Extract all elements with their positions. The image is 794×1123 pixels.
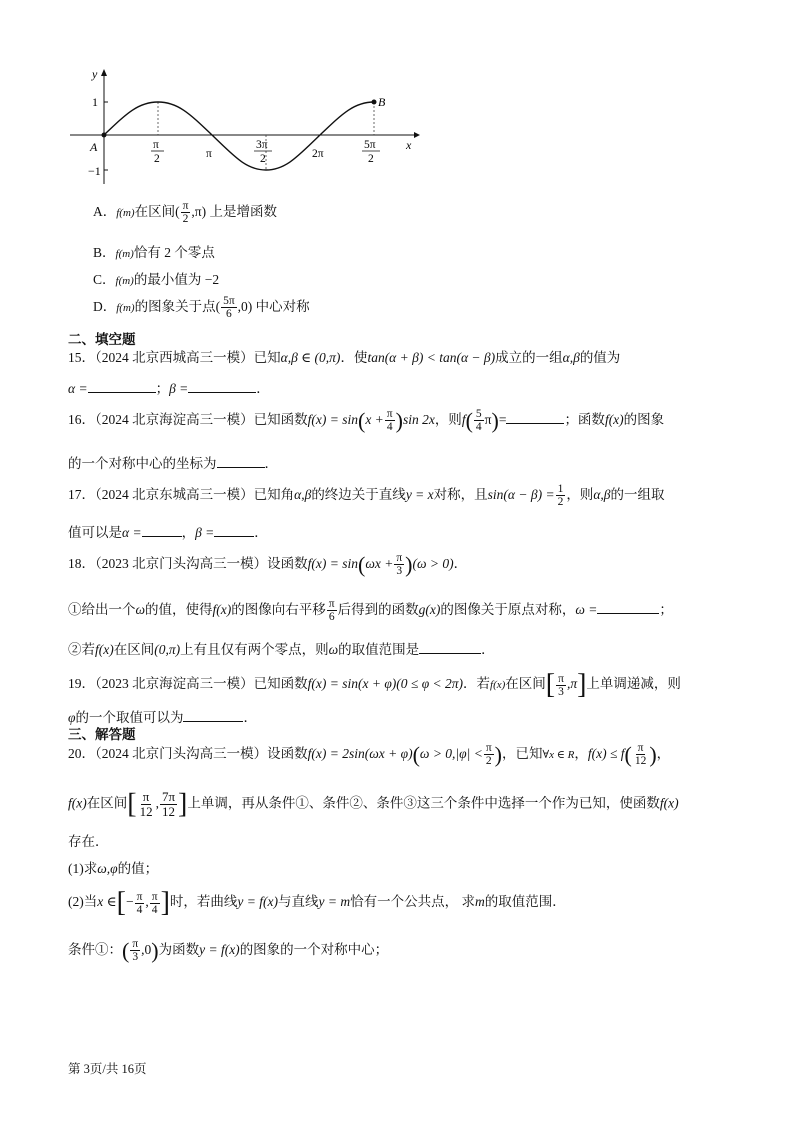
question-15-answers: α = ；β = ．: [68, 381, 270, 396]
x-tick-pi-over-2: [151, 139, 164, 165]
svg-text:2: 2: [368, 153, 374, 165]
question-18-part2: ②若f(x)在区间(0,π)上有且仅有两个零点，则ω的取值范围是 ．: [68, 642, 495, 657]
x-tick-3pi-over-2: [254, 139, 272, 165]
option-d: D．f(m)的图象关于点( $\frac{5\pi}{6}$ ,0) 中心对称: [93, 295, 310, 321]
section-fill-in: 二、填空题: [68, 332, 136, 347]
section-answer: 三、解答题: [68, 727, 136, 742]
question-18: 18．（2023 北京门头沟高三一模）设函数f(x) = sin(ωx + $\frac{\pi}{3}$ )(ω > 0)．: [68, 551, 468, 578]
answer-blank[interactable]: [217, 455, 265, 468]
point-a-dot: [102, 133, 107, 138]
option-b: B．f(m)恰有 2 个零点: [93, 245, 215, 260]
svg-text:2: 2: [154, 153, 160, 165]
sine-graph: [60, 62, 420, 187]
page-footer: 第 3页/共 16页: [68, 1062, 147, 1076]
question-16: 16．（2024 北京海淀高三一模）已知函数f(x) = sin(x + $\frac{\pi}{4}$ )sin 2x，则f( $\frac{5}{4}$ π)= ；函数f(x)的图象: [68, 407, 665, 434]
y-axis-label: y: [92, 67, 98, 81]
answer-blank[interactable]: [88, 380, 156, 393]
answer-blank[interactable]: [597, 601, 659, 614]
answer-blank[interactable]: [183, 709, 243, 722]
dashed-guides: [158, 102, 374, 170]
question-20-part1: (1)求ω,φ的值；: [68, 861, 159, 876]
question-20-line3: 存在．: [68, 834, 109, 849]
point-b-dot: [372, 100, 377, 105]
answer-blank[interactable]: [419, 641, 481, 654]
y-tick-neg1: −1: [88, 164, 101, 178]
question-19: 19．（2023 北京海淀高三一模）已知函数f(x) = sin(x + φ)(0 ≤ φ < 2π)．若f(x)在区间[ $\frac{\pi}{3}$ ,π]上单调递减，则: [68, 669, 681, 700]
x-axis-label: x: [406, 138, 412, 152]
sine-curve: [104, 102, 374, 170]
question-15: 15．（2024 北京西城高三一模）已知α,β ∈ (0,π)．使tan(α + β) < tan(α − β)成立的一组α,β的值为: [68, 350, 621, 365]
y-tick-1: 1: [92, 95, 98, 109]
question-18-part1: ①给出一个ω的值，使得f(x)的图像向右平移 $\frac{\pi}{6}$ 后得到的函数g(x)的图像关于原点对称，ω = ；: [68, 598, 673, 624]
x-tick-5pi-over-2: [362, 139, 380, 165]
question-20-part2: (2)当x ∈[− $\frac{\pi}{4}$ , $\frac{\pi}{4}$ ]时，若曲线y = f(x)与直线y = m恰有一个公共点， 求m的取值范围．: [68, 887, 566, 918]
svg-text:2: 2: [260, 153, 266, 165]
point-a-label: A: [90, 140, 98, 154]
question-20-line2: f(x)在区间[ $\frac{\pi}{12}$ , $\frac{7\pi}{12}$ ]上单调，再从条件①、条件②、条件③这三个条件中选择一个作为已知，使函数f(x): [68, 788, 679, 820]
question-20: 20．（2024 北京门头沟高三一模）设函数f(x) = 2sin(ωx + φ)(ω > 0,|φ| < $\frac{\pi}{2}$ )，已知∀x ∈ R，f(x) ≤ f( $\frac{\pi}{12}$ )，: [68, 741, 671, 768]
graph-axes: [70, 69, 420, 184]
question-17-line2: 值可以是α = ，β = ．: [68, 525, 268, 540]
point-b-label: B: [378, 95, 386, 109]
answer-blank[interactable]: [214, 524, 254, 537]
x-tick-2pi: 2π: [312, 148, 324, 160]
svg-text:5π: 5π: [364, 139, 376, 151]
option-a: A．f(m)在区间( $\frac{\pi}{2}$ ,π) 上是增函数: [93, 200, 277, 226]
question-16-line2: 的一个对称中心的坐标为 ．: [68, 456, 278, 471]
question-20-condition1: 条件①：( $\frac{\pi}{3}$ ,0)为函数y = f(x)的图象的一个对称中心；: [68, 937, 389, 964]
option-c: C．f(m)的最小值为 −2: [93, 272, 220, 287]
question-19-line2: φ的一个取值可以为 ．: [68, 710, 257, 725]
answer-blank[interactable]: [506, 411, 564, 424]
answer-blank[interactable]: [188, 380, 256, 393]
x-tick-pi: π: [206, 148, 212, 160]
svg-text:π: π: [153, 139, 159, 151]
answer-blank[interactable]: [142, 524, 182, 537]
question-17: 17．（2024 北京东城高三一模）已知角α,β的终边关于直线y = x对称，且sin(α − β) = $\frac{1}{2}$ ，则α,β的一组取: [68, 483, 665, 509]
svg-text:3π: 3π: [256, 139, 268, 151]
